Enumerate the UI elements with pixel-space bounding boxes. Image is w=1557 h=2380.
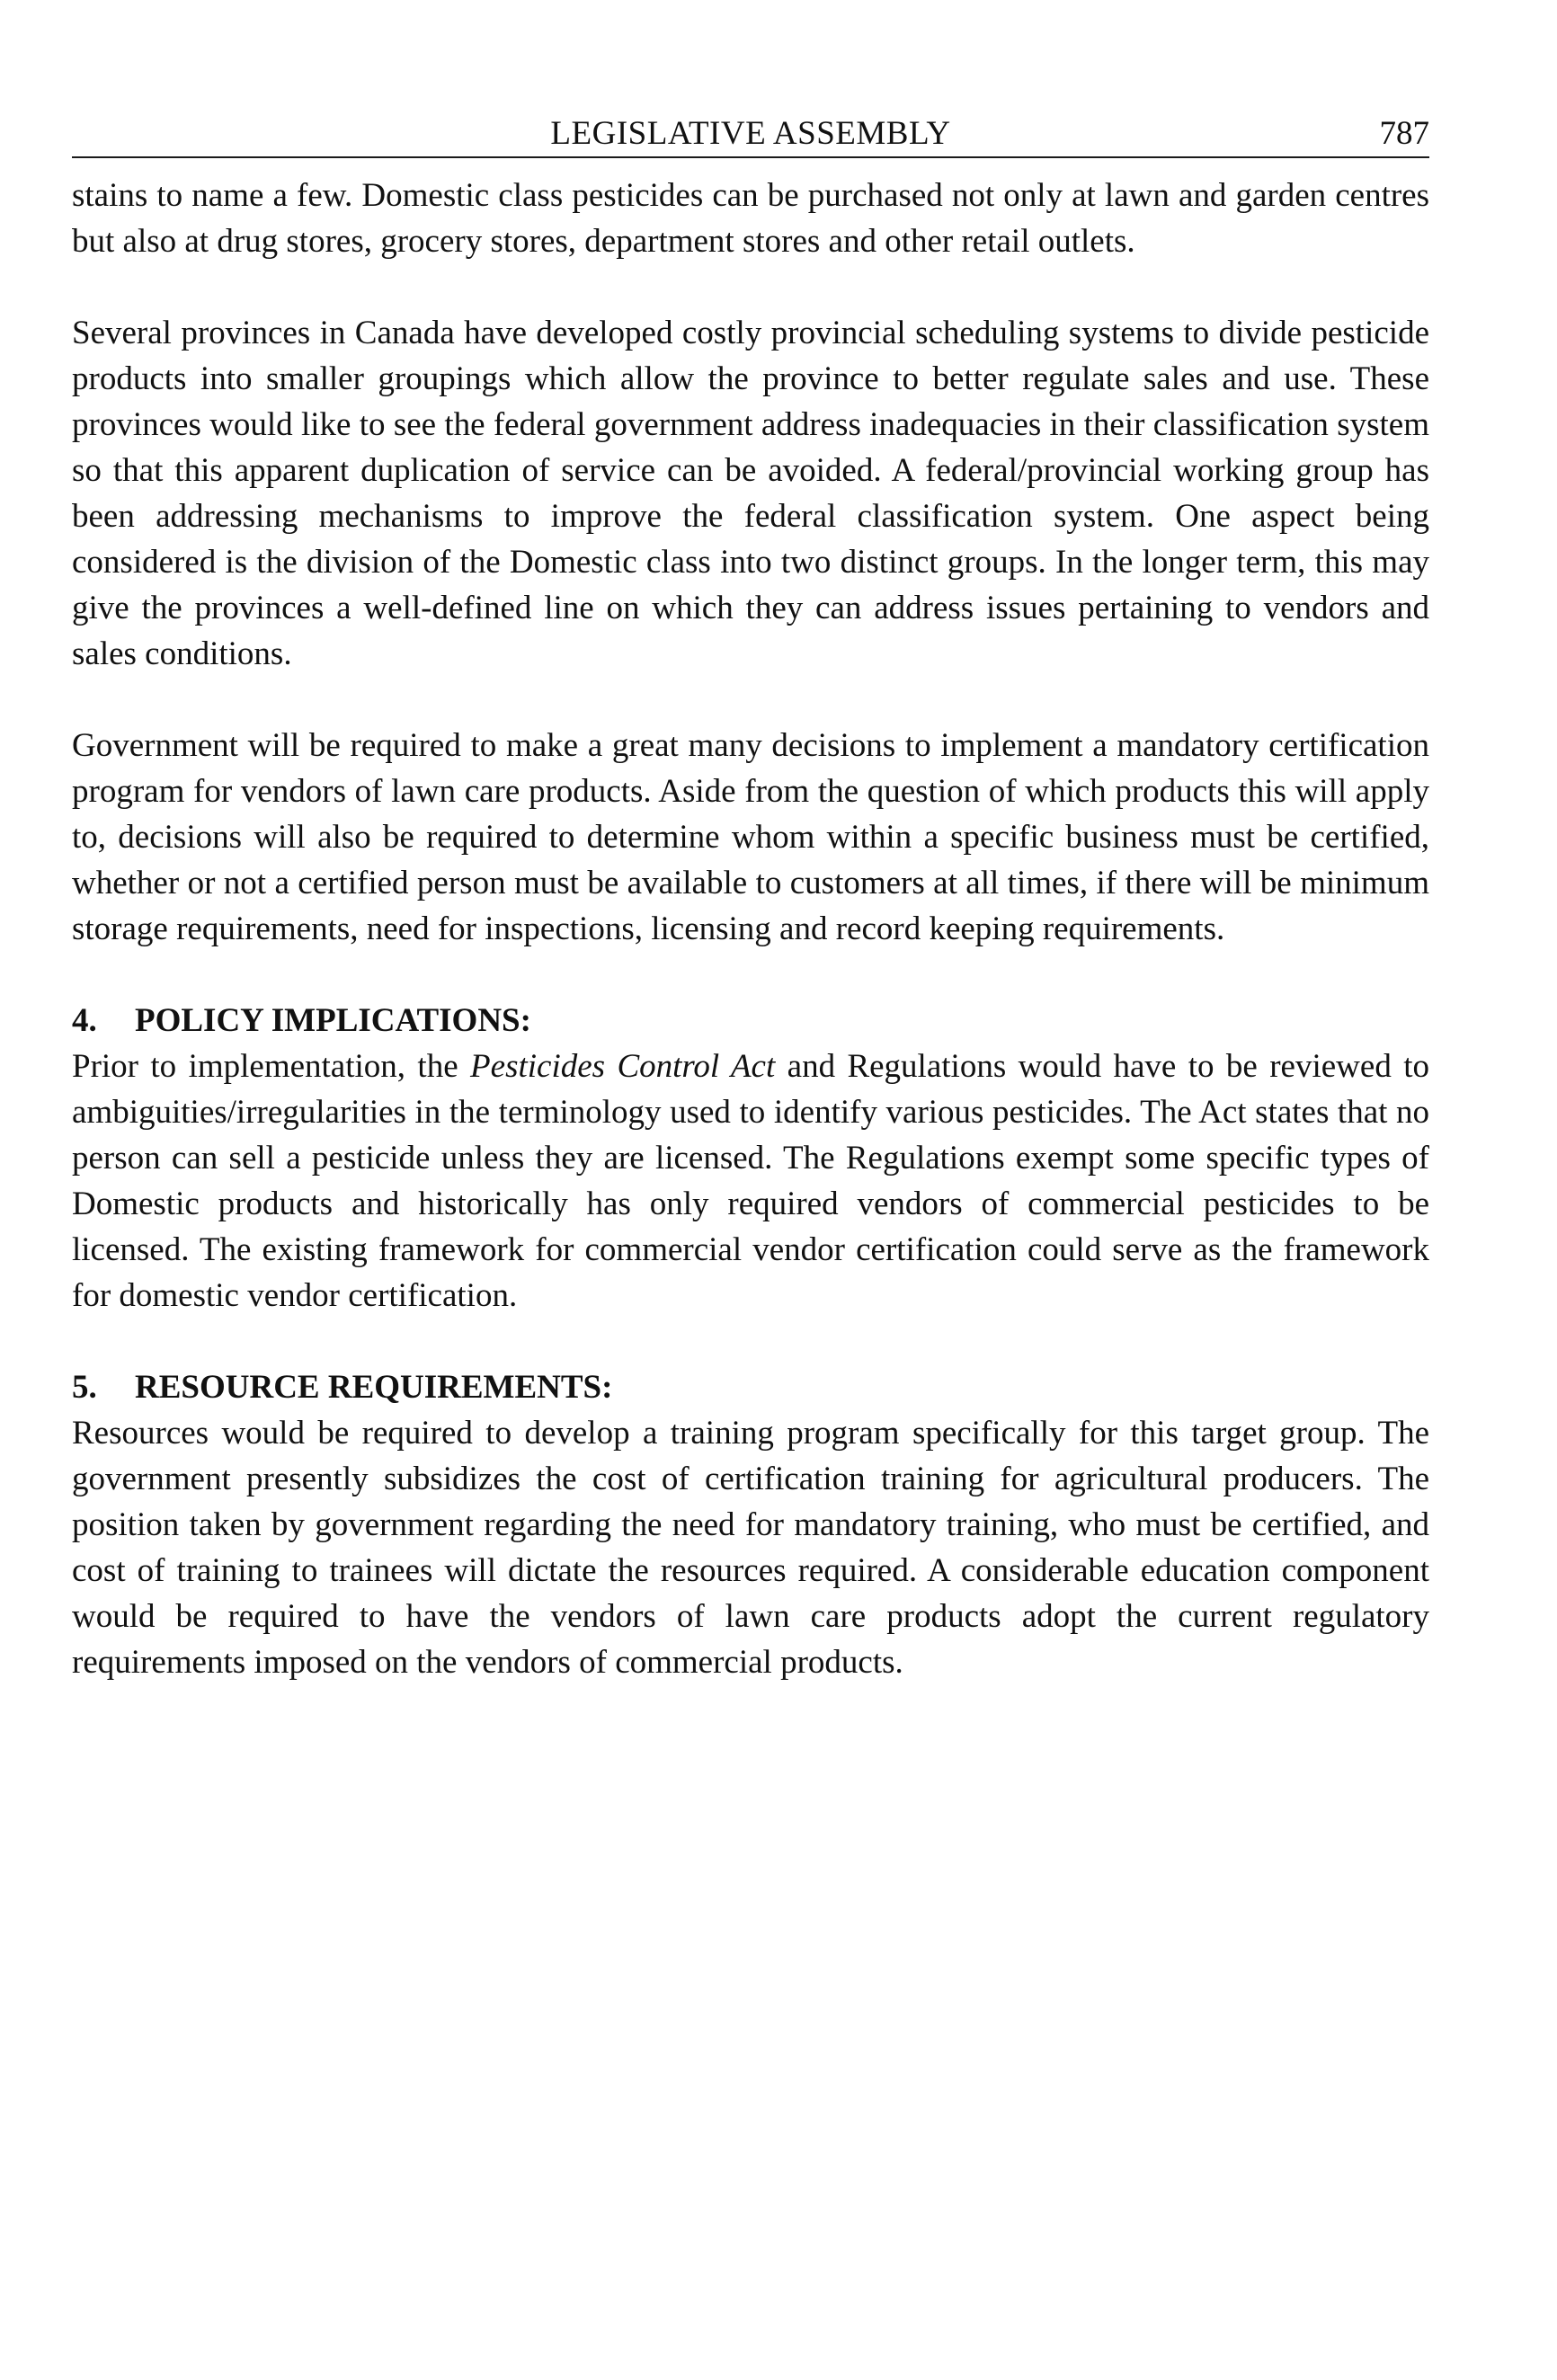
section-paragraph-resource-requirements: Resources would be required to develop a training program specifically for this target group. The government presently subsidizes the cost of certification training for agricultural producers. The position taken by government regarding the need for mandatory training, who must be certified, and cost of training to trainees will dictate the resources required. A considerable education component would be required to have the vendors of lawn care products adopt the current regulatory requirements imposed on the vendors of commercial products. — [72, 1415, 1429, 1681]
section-title: RESOURCE REQUIREMENTS: — [135, 1369, 613, 1406]
section-heading-resource-requirements — [72, 1364, 1429, 1410]
section-paragraph-policy-implications — [72, 1043, 1429, 1319]
page-number: 787 — [1379, 115, 1429, 152]
section-heading-policy-implications — [72, 998, 1429, 1043]
page-header — [72, 111, 1429, 158]
paragraph-1: stains to name a few. Domestic class pesticides can be purchased not only at lawn and garden centres but also at drug stores, grocery stores, department stores and other retail outlets. — [72, 177, 1429, 260]
text-segment: Prior to implementation, the — [72, 1048, 471, 1085]
paragraph-2: Several provinces in Canada have developed costly provincial scheduling systems to divide pesticide products into smaller groupings which allow the province to better regulate sales and use. These provinces would like to see the federal government address inadequacies in their classification system so that this apparent duplication of service can be avoided. A federal/provincial working group has been addressing mechanisms to improve the federal classification system. One aspect being considered is the division of the Domestic class into two distinct groups. In the longer term, this may give the provinces a well-defined line on which they can address issues pertaining to vendors and sales conditions. — [72, 315, 1429, 672]
header-title: LEGISLATIVE ASSEMBLY — [550, 115, 951, 152]
text-segment: and Regulations would have to be reviewed to ambiguities/irregularities in the terminology used to identify various pesticides. The Act states that no person can sell a pesticide unless they are licensed. The Regulations exempt some specific types of Domestic products and historically has only required vendors of commercial pesticides to be licensed. The existing framework for commercial vendor certification could serve as the framework for domestic vendor certification. — [72, 1048, 1430, 1314]
paragraph-3: Government will be required to make a great many decisions to implement a mandatory certification program for vendors of lawn care products. Aside from the question of which products this will apply to, decisions will also be required to determine whom within a specific business must be certified, whether or not a certified person must be available to customers at all times, if there will be minimum storage requirements, need for inspections, licensing and record keeping requirements. — [72, 727, 1429, 947]
section-number: 5. — [72, 1369, 97, 1406]
section-title: POLICY IMPLICATIONS: — [135, 1002, 531, 1039]
document-page — [72, 111, 1429, 1685]
section-number: 4. — [72, 1002, 97, 1039]
act-title-italic: Pesticides Control Act — [470, 1048, 776, 1085]
